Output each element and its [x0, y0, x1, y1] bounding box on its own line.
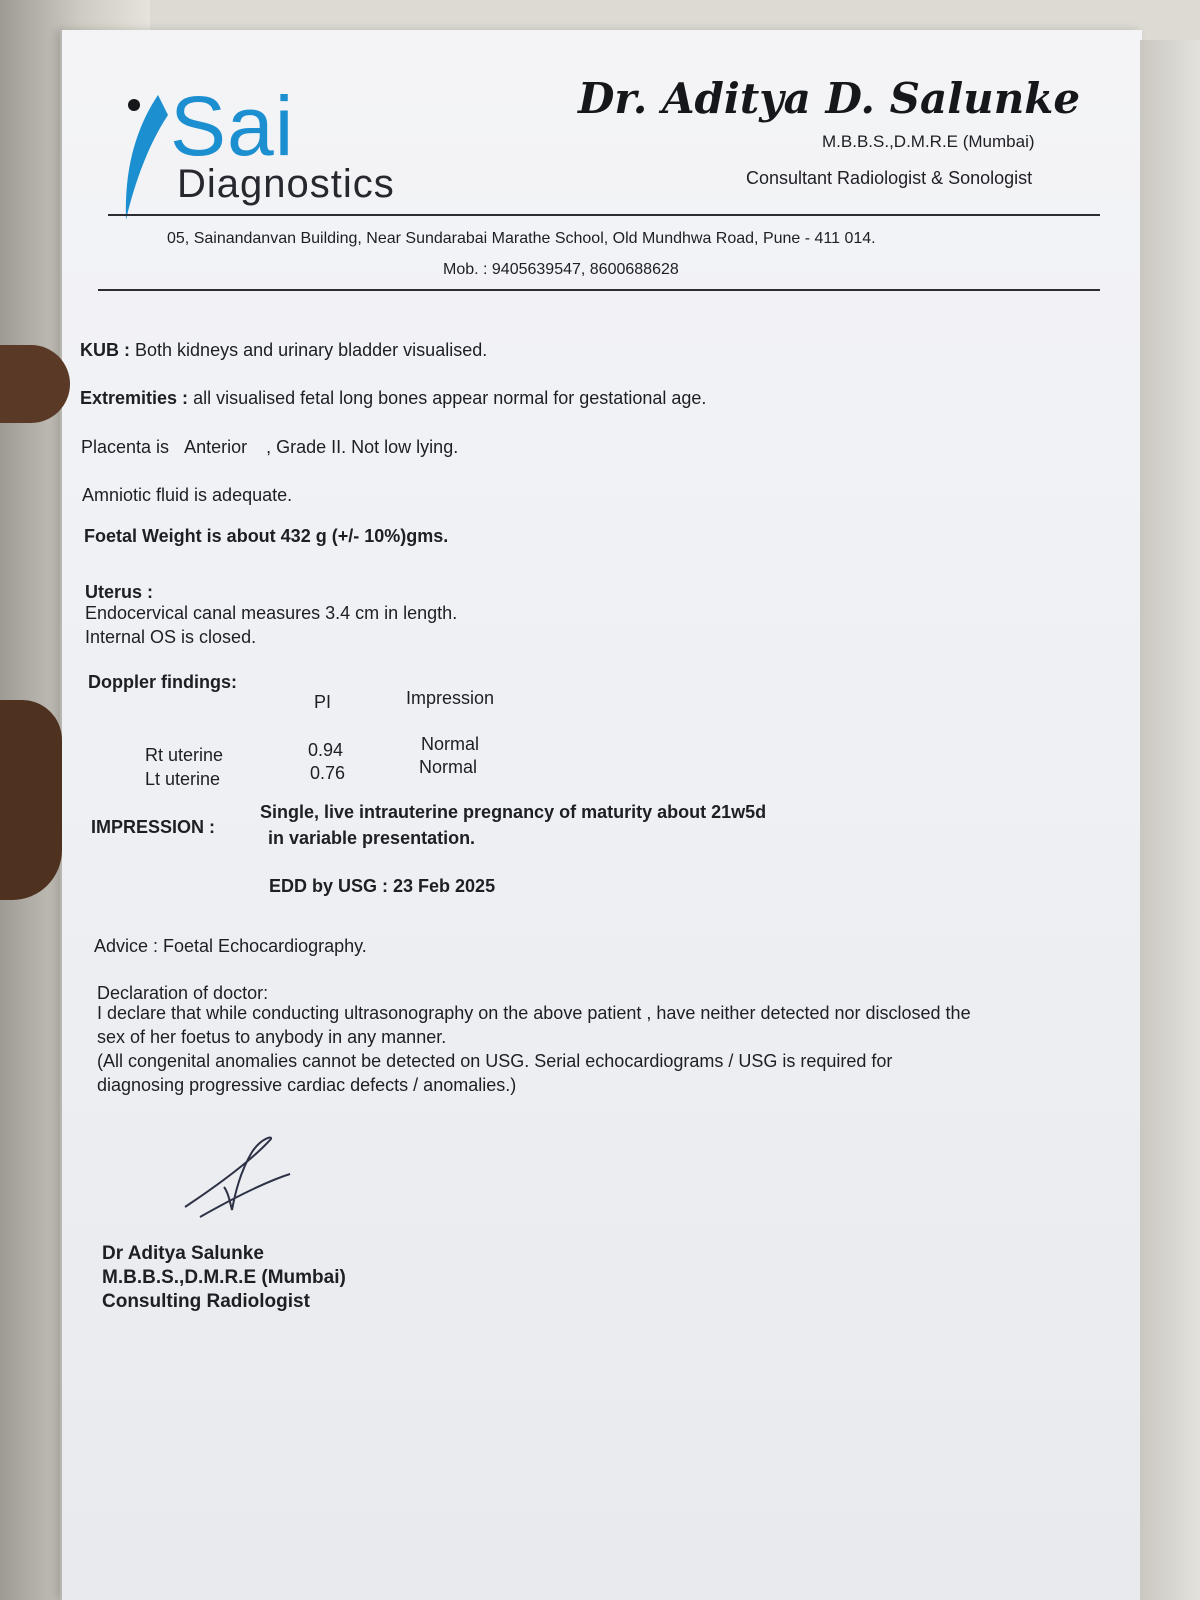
- placenta-position: Anterior: [184, 437, 248, 457]
- doppler-title: Doppler findings:: [88, 672, 237, 692]
- signer-qualification: M.B.B.S.,D.M.R.E (Mumbai): [102, 1267, 346, 1288]
- doctor-signature: [180, 1132, 310, 1232]
- doppler-row-vessel: Lt uterine: [145, 769, 221, 789]
- impression-line-1: Single, live intrauterine pregnancy of maturity about 21w5d: [260, 802, 767, 822]
- extremities-label: Extremities :: [80, 388, 189, 408]
- doctor-qualification: M.B.B.S.,D.M.R.E (Mumbai): [822, 132, 1035, 151]
- doctor-name-heading: Dr. Aditya D. Salunke: [578, 74, 1081, 123]
- doppler-row-pi: 0.94: [308, 740, 344, 760]
- declaration-title: Declaration of doctor:: [97, 983, 269, 1003]
- doctor-role: Consultant Radiologist & Sonologist: [746, 168, 1033, 188]
- doppler-col-impression: Impression: [406, 688, 495, 708]
- extremities-finding: [80, 388, 706, 409]
- signature-block: [102, 1242, 346, 1314]
- declaration-line: I declare that while conducting ultrasonography on the above patient , have neither detected nor disclosed the: [97, 1003, 971, 1023]
- kub-text: Both kidneys and urinary bladder visualised.: [135, 340, 488, 360]
- brand-subtitle: Diagnostics: [177, 162, 395, 206]
- signer-name: Dr Aditya Salunke: [102, 1243, 264, 1264]
- endocervical-measure: Endocervical canal measures 3.4 cm in length.: [85, 603, 458, 623]
- kub-finding: [80, 340, 487, 361]
- extremities-text: all visualised fetal long bones appear normal for gestational age.: [193, 388, 707, 408]
- placenta-finding: [81, 437, 458, 458]
- clinic-mobile: Mob. : 9405639547, 8600688628: [443, 261, 679, 278]
- kub-label: KUB :: [80, 340, 130, 360]
- internal-os: Internal OS is closed.: [85, 627, 257, 647]
- placenta-suffix: , Grade II. Not low lying.: [266, 437, 459, 457]
- impression-label: IMPRESSION :: [91, 817, 216, 837]
- declaration-line: sex of her foetus to anybody in any manner.: [97, 1027, 447, 1047]
- uterus-label: Uterus :: [85, 582, 154, 602]
- doppler-row-vessel: Rt uterine: [145, 745, 224, 765]
- address-divider: [98, 289, 1100, 291]
- header-divider: [108, 214, 1100, 216]
- clinic-address: 05, Sainandanvan Building, Near Sundarabai Marathe School, Old Mundhwa Road, Pune - 411 014.: [167, 230, 876, 247]
- signer-role: Consulting Radiologist: [102, 1291, 310, 1312]
- declaration-line: diagnosing progressive cardiac defects / anomalies.): [97, 1075, 517, 1095]
- impression-line-2: in variable presentation.: [268, 828, 476, 848]
- finger: [0, 700, 62, 900]
- brand-name: Sai: [170, 79, 295, 173]
- doppler-row-impression: Normal: [421, 734, 480, 754]
- advice: Advice : Foetal Echocardiography.: [94, 936, 367, 956]
- amniotic-finding: Amniotic fluid is adequate.: [82, 485, 293, 505]
- placenta-prefix: Placenta is: [81, 437, 170, 457]
- doppler-row-pi: 0.76: [310, 763, 346, 783]
- doppler-col-pi: PI: [314, 692, 332, 712]
- edd-by-usg: EDD by USG : 23 Feb 2025: [269, 876, 496, 896]
- foetal-weight: Foetal Weight is about 432 g (+/- 10%)gms.: [84, 526, 449, 546]
- doppler-row-impression: Normal: [419, 757, 478, 777]
- declaration-line: (All congenital anomalies cannot be detected on USG. Serial echocardiograms / USG is required for: [97, 1051, 893, 1071]
- page-stack-edge: [1140, 40, 1200, 1600]
